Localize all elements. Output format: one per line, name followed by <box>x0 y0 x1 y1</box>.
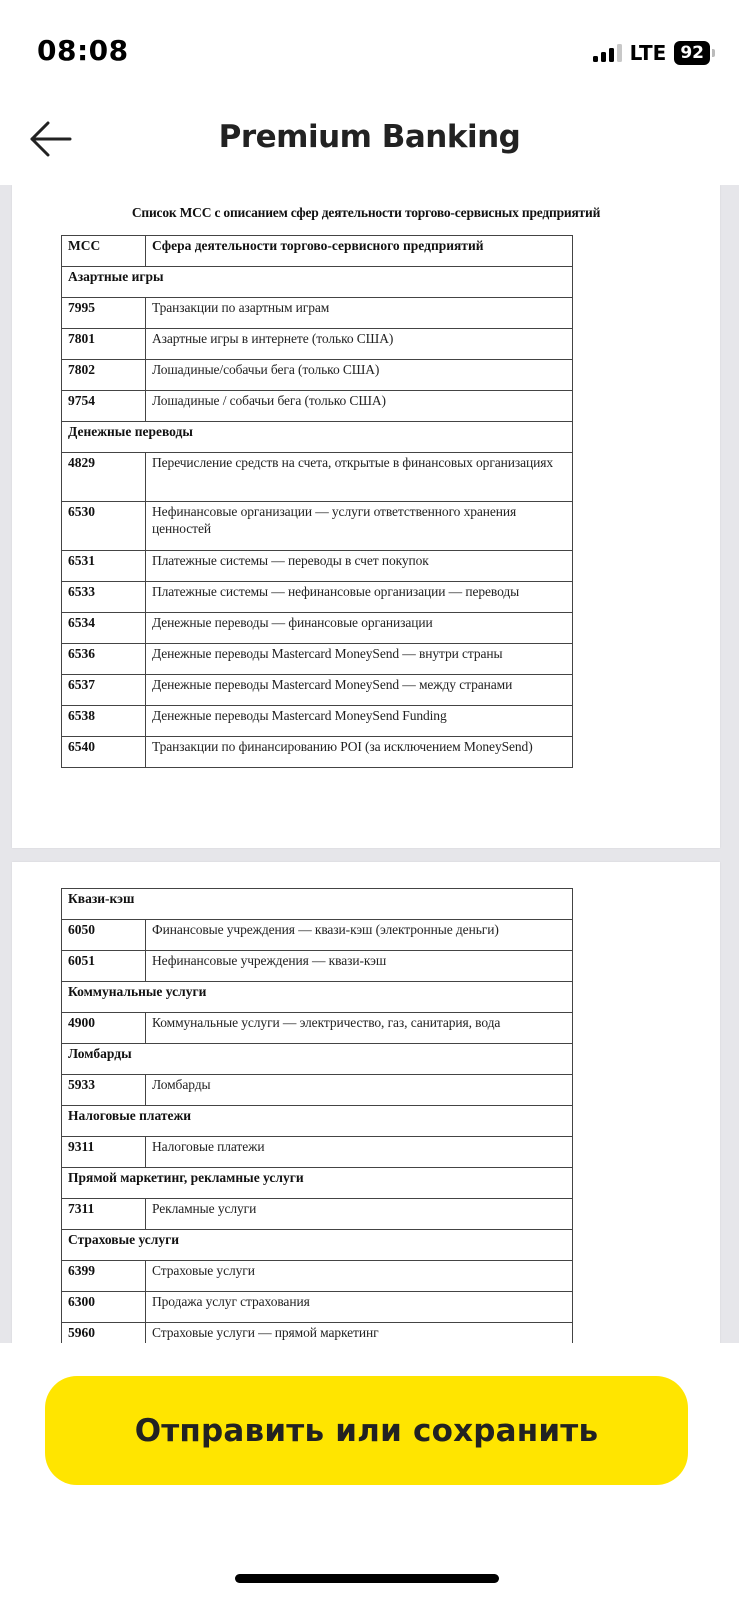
category-row <box>62 1168 573 1199</box>
table-row <box>62 1013 573 1044</box>
table-row <box>62 920 573 951</box>
mcc-code: 4829 <box>62 453 146 502</box>
category-row <box>62 1106 573 1137</box>
mcc-description: Денежные переводы — финансовые организации <box>146 613 573 644</box>
mcc-code: 5960 <box>62 1323 146 1344</box>
category-row <box>62 1230 573 1261</box>
mcc-table-page-1 <box>61 235 573 768</box>
table-row <box>62 453 573 502</box>
table-row <box>62 951 573 982</box>
network-type: LTE <box>629 41 667 65</box>
mcc-code: 6399 <box>62 1261 146 1292</box>
mcc-code: 9311 <box>62 1137 146 1168</box>
table-row <box>62 582 573 613</box>
table-row <box>62 502 573 551</box>
category-label: Ломбарды <box>62 1044 573 1075</box>
category-row <box>62 267 573 298</box>
mcc-description: Лошадиные / собачьи бега (только США) <box>146 391 573 422</box>
mcc-code: 6530 <box>62 502 146 551</box>
mcc-code: 7801 <box>62 329 146 360</box>
category-row <box>62 889 573 920</box>
table-row <box>62 551 573 582</box>
document-page-1 <box>12 185 720 848</box>
mcc-description: Продажа услуг страхования <box>146 1292 573 1323</box>
mcc-code: 6538 <box>62 706 146 737</box>
category-label: Прямой маркетинг, рекламные услуги <box>62 1168 573 1199</box>
table-row <box>62 1323 573 1344</box>
mcc-code: 5933 <box>62 1075 146 1106</box>
mcc-code: 6533 <box>62 582 146 613</box>
mcc-description: Платежные системы — переводы в счет покупок <box>146 551 573 582</box>
category-row <box>62 1044 573 1075</box>
column-header-mcc: MCC <box>62 236 146 267</box>
category-label: Денежные переводы <box>62 422 573 453</box>
mcc-code: 7995 <box>62 298 146 329</box>
table-row <box>62 298 573 329</box>
mcc-code: 9754 <box>62 391 146 422</box>
mcc-code: 6536 <box>62 644 146 675</box>
table-row <box>62 1199 573 1230</box>
mcc-code: 6531 <box>62 551 146 582</box>
mcc-code: 6534 <box>62 613 146 644</box>
table-row <box>62 737 573 768</box>
mcc-description: Платежные системы — нефинансовые организации — переводы <box>146 582 573 613</box>
mcc-code: 7311 <box>62 1199 146 1230</box>
table-row <box>62 329 573 360</box>
category-row <box>62 422 573 453</box>
mcc-description: Нефинансовые организации — услуги ответственного хранения ценностей <box>146 502 573 551</box>
home-indicator[interactable] <box>235 1574 499 1583</box>
mcc-description: Страховые услуги <box>146 1261 573 1292</box>
table-row <box>62 644 573 675</box>
category-label: Азартные игры <box>62 267 573 298</box>
table-header-row <box>62 236 573 267</box>
mcc-description: Азартные игры в интернете (только США) <box>146 329 573 360</box>
mcc-description: Лошадиные/собачьи бега (только США) <box>146 360 573 391</box>
table-row <box>62 360 573 391</box>
mcc-description: Денежные переводы Mastercard MoneySend — между странами <box>146 675 573 706</box>
mcc-code: 6540 <box>62 737 146 768</box>
nav-header <box>0 105 739 175</box>
mcc-description: Транзакции по азартным играм <box>146 298 573 329</box>
mcc-code: 6050 <box>62 920 146 951</box>
mcc-description: Страховые услуги — прямой маркетинг <box>146 1323 573 1344</box>
mcc-description: Денежные переводы Mastercard MoneySend — внутри страны <box>146 644 573 675</box>
mcc-description: Рекламные услуги <box>146 1199 573 1230</box>
mcc-description: Ломбарды <box>146 1075 573 1106</box>
mcc-description: Налоговые платежи <box>146 1137 573 1168</box>
document-title: Список МСС с описанием сфер деятельности торгово-сервисных предприятий <box>131 205 601 220</box>
page-title: Premium Banking <box>218 119 521 155</box>
table-row <box>62 1292 573 1323</box>
mcc-description: Денежные переводы Mastercard MoneySend Funding <box>146 706 573 737</box>
table-row <box>62 675 573 706</box>
mcc-table-page-2 <box>61 888 573 1343</box>
status-bar <box>0 0 739 100</box>
column-header-description: Сфера деятельности торгово-сервисного предприятий <box>146 236 573 267</box>
mcc-description: Транзакции по финансированию POI (за исключением MoneySend) <box>146 737 573 768</box>
table-row <box>62 1261 573 1292</box>
mcc-code: 6051 <box>62 951 146 982</box>
table-row <box>62 391 573 422</box>
mcc-description: Финансовые учреждения — квази-кэш (электронные деньги) <box>146 920 573 951</box>
mcc-code: 7802 <box>62 360 146 391</box>
status-time: 08:08 <box>37 34 129 67</box>
table-row <box>62 1075 573 1106</box>
document-page-2 <box>12 862 720 1343</box>
battery-icon <box>674 41 715 65</box>
mcc-code: 6537 <box>62 675 146 706</box>
category-label: Квази-кэш <box>62 889 573 920</box>
table-row <box>62 1137 573 1168</box>
category-label: Коммунальные услуги <box>62 982 573 1013</box>
table-row <box>62 706 573 737</box>
category-label: Страховые услуги <box>62 1230 573 1261</box>
mcc-description: Нефинансовые учреждения — квази-кэш <box>146 951 573 982</box>
mcc-description: Перечисление средств на счета, открытые в финансовых организациях <box>146 453 573 502</box>
battery-level: 92 <box>674 41 710 65</box>
category-label: Налоговые платежи <box>62 1106 573 1137</box>
send-or-save-button[interactable] <box>45 1376 688 1485</box>
mcc-code: 6300 <box>62 1292 146 1323</box>
mcc-description: Коммунальные услуги — электричество, газ, санитария, вода <box>146 1013 573 1044</box>
document-viewer[interactable] <box>0 185 739 1343</box>
send-or-save-label: Отправить или сохранить <box>134 1412 599 1449</box>
table-row <box>62 613 573 644</box>
status-indicators <box>593 40 715 66</box>
category-row <box>62 982 573 1013</box>
battery-tip <box>712 49 715 57</box>
cellular-signal-icon <box>593 44 622 62</box>
mcc-code: 4900 <box>62 1013 146 1044</box>
